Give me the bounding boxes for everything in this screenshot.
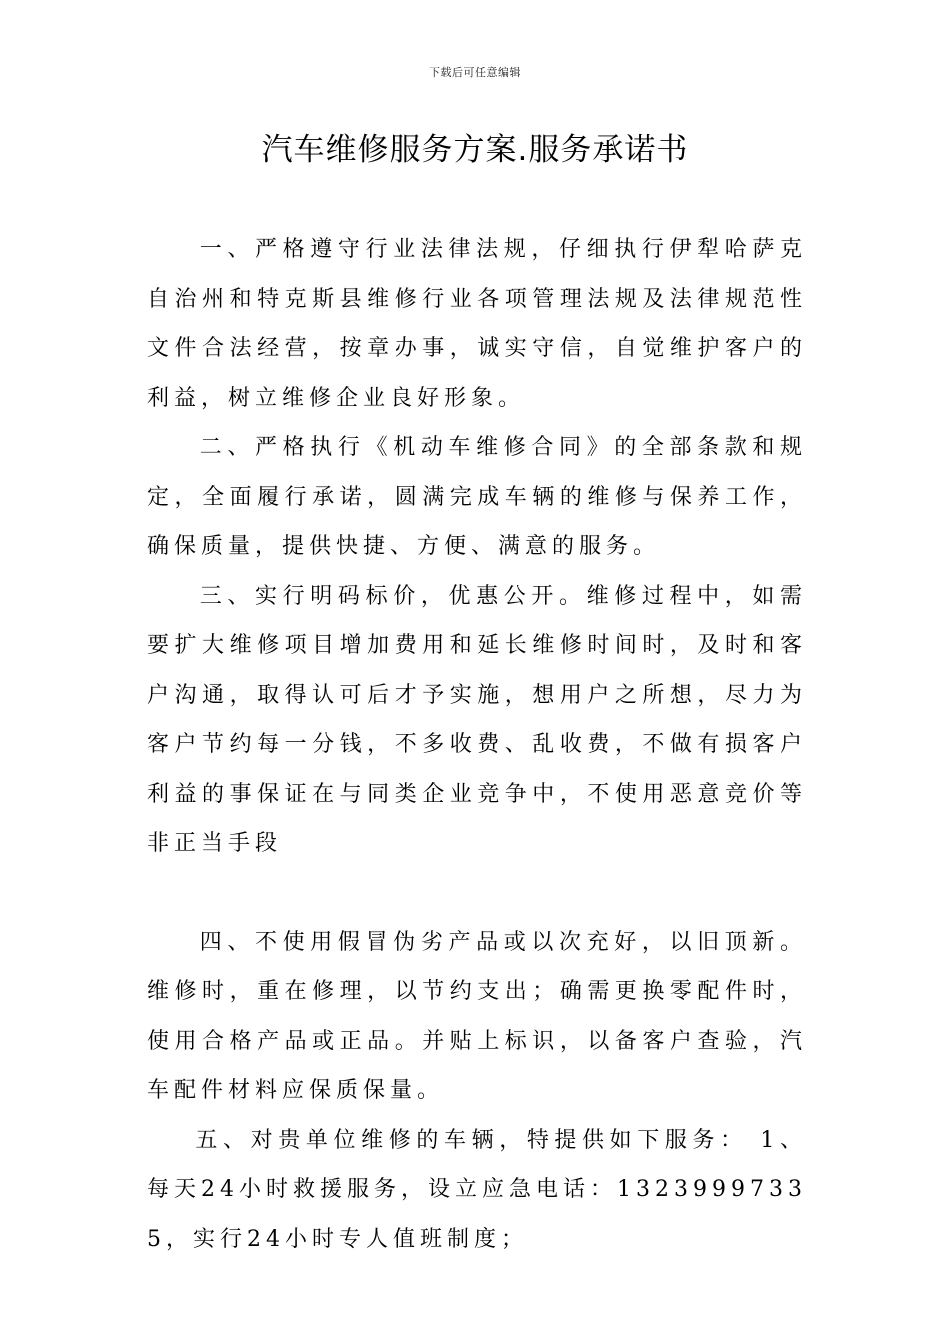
header-note: 下载后可任意编辑 xyxy=(429,66,521,79)
paragraph-3: 三、实行明码标价，优惠公开。维修过程中，如需要扩大维修项目增加费用和延长维修时间时，及时和客户沟通，取得认可后才予实施，想用户之所想，尽力为客户节约每一分钱，不多收费、乱收费，不做有损客户利益的事保证在与同类企业竞争中，不使用恶意竞价等非正当手段 xyxy=(147,583,807,856)
document-title: 汽车维修服务方案.服务承诺书 xyxy=(261,132,689,168)
paragraph-1: 一、严格遵守行业法律法规，仔细执行伊犁哈萨克自治州和特克斯县维修行业各项管理法规及法律规范性文件合法经营，按章办事，诚实守信，自觉维护客户的利益，树立维修企业良好形象。 xyxy=(147,237,807,411)
document-body xyxy=(147,225,807,1264)
paragraph-spacer xyxy=(147,869,807,918)
paragraph-5: 五、对贵单位维修的车辆，特提供如下服务： 1、每天24小时救援服务，设立应急电话：13239997335，实行24小时专人值班制度； xyxy=(147,1127,807,1252)
paragraph-2: 二、严格执行《机动车维修合同》的全部条款和规定，全面履行承诺，圆满完成车辆的维修与保养工作，确保质量，提供快捷、方便、满意的服务。 xyxy=(147,435,807,559)
paragraph-4: 四、不使用假冒伪劣产品或以次充好，以旧顶新。维修时，重在修理，以节约支出；确需更换零配件时，使用合格产品或正品。并贴上标识，以备客户查验，汽车配件材料应保质保量。 xyxy=(147,929,807,1103)
